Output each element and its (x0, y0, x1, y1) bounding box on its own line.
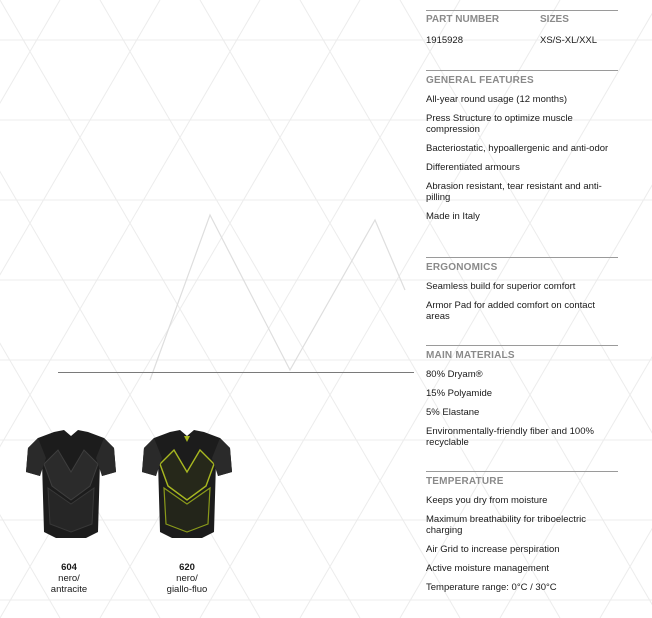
feature-item: 80% Dryam® (426, 369, 483, 380)
variant-color: nero/ (58, 573, 80, 584)
variant-code: 604 (61, 562, 77, 573)
feature-item: 5% Elastane (426, 407, 480, 418)
product-divider (58, 372, 414, 373)
variant-caption-620 (142, 562, 232, 595)
feature-item: Bacteriostatic, hypoallergenic and anti-odor (426, 143, 609, 154)
section-title: GENERAL FEATURES (426, 75, 534, 86)
section-title: TEMPERATURE (426, 476, 504, 487)
section-title: MAIN MATERIALS (426, 350, 515, 361)
feature-item: Temperature range: 0°C / 30°C (426, 582, 557, 593)
feature-item: Air Grid to increase perspiration (426, 544, 560, 555)
feature-item: Keeps you dry from moisture (426, 495, 548, 506)
feature-item: Seamless build for superior comfort (426, 281, 576, 292)
feature-item: Maximum breathability for triboelectric charging (426, 514, 586, 536)
general-features-section (426, 75, 618, 222)
section-rule (426, 257, 618, 258)
feature-item: Differentiated armours (426, 162, 520, 173)
variant-caption-604 (24, 562, 114, 595)
section-rule (426, 10, 618, 11)
variant-color: nero/ (176, 573, 198, 584)
feature-item: All-year round usage (12 months) (426, 94, 567, 105)
feature-item: Abrasion resistant, tear resistant and anti-pilling (426, 181, 602, 203)
sizes-label: SIZES (540, 14, 569, 25)
shirt-image-620 (140, 428, 234, 540)
feature-item: Environmentally-friendly fiber and 100% recyclable (426, 426, 594, 448)
feature-item: Armor Pad for added comfort on contact areas (426, 300, 595, 322)
section-rule (426, 345, 618, 346)
variant-color: antracite (50, 584, 88, 595)
part-number-label: PART NUMBER (426, 14, 500, 25)
shirt-image-604 (24, 428, 118, 540)
variant-code: 620 (179, 562, 195, 573)
ergonomics-section (426, 262, 618, 322)
section-rule (426, 471, 618, 472)
feature-item: Press Structure to optimize muscle compression (426, 113, 573, 135)
feature-item: Made in Italy (426, 211, 480, 222)
section-title: ERGONOMICS (426, 262, 498, 273)
variant-color: giallo-fluo (166, 584, 208, 595)
part-number-block (426, 14, 618, 46)
temperature-section (426, 476, 618, 593)
part-number-value: 1915928 (426, 35, 463, 46)
feature-item: 15% Polyamide (426, 388, 493, 399)
section-rule (426, 70, 618, 71)
sizes-value: XS/S-XL/XXL (540, 35, 598, 46)
feature-item: Active moisture management (426, 563, 550, 574)
materials-section (426, 350, 618, 448)
